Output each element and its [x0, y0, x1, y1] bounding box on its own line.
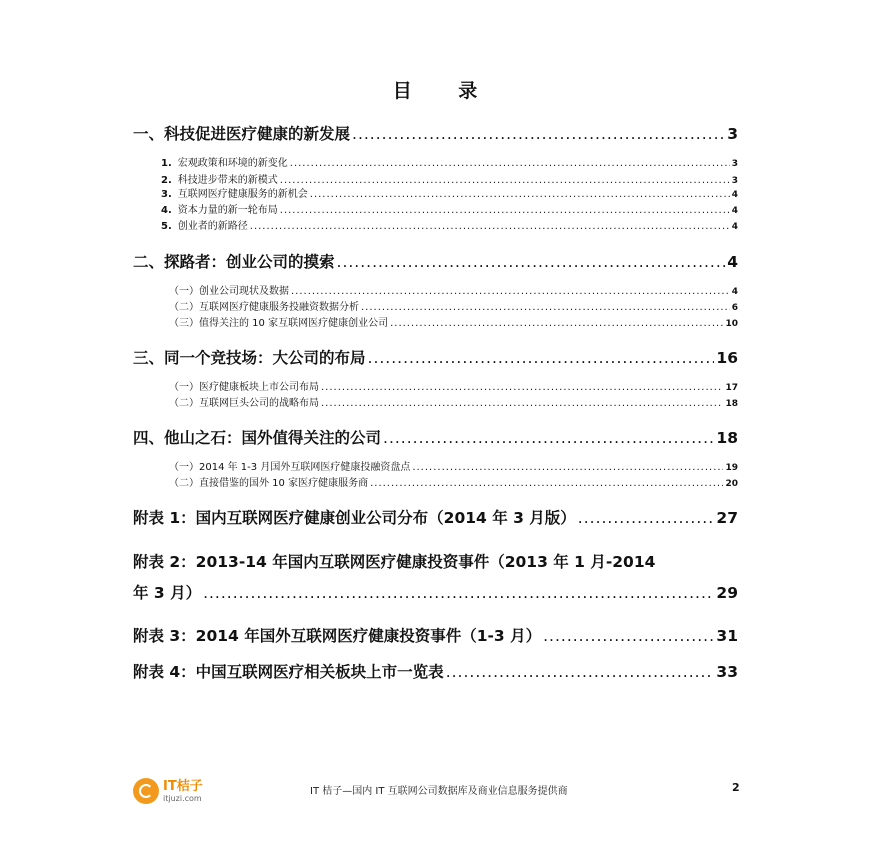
toc-label: 附表 1：国内互联网医疗健康创业公司分布（2014 年 3 月版） — [133, 509, 576, 527]
toc-entry-2-3[interactable] — [133, 314, 738, 329]
toc-entry-1-4[interactable] — [133, 201, 738, 216]
toc-label: （一）创业公司现状及数据 — [169, 286, 289, 297]
toc-entry-2-2[interactable] — [133, 298, 738, 313]
toc-num: 1. — [161, 158, 172, 169]
toc-page: 3 — [731, 176, 738, 186]
toc-label: 附表 4：中国互联网医疗相关板块上市一览表 — [133, 663, 444, 681]
toc-entry-section-1[interactable] — [133, 122, 738, 144]
logo-domain: itjuzi.com — [163, 793, 202, 803]
toc-label: 一、科技促进医疗健康的新发展 — [133, 125, 351, 143]
toc-num: 3. — [161, 189, 172, 200]
leader-dots — [368, 349, 715, 367]
toc-page: 4 — [731, 190, 738, 200]
toc-entry-2-1[interactable] — [133, 282, 738, 297]
leader-dots — [280, 205, 730, 216]
toc-label: 互联网医疗健康服务的新机会 — [177, 189, 308, 200]
logo-name: IT桔子 — [163, 778, 203, 794]
page-title: 目 录 — [392, 80, 498, 102]
orange-logo-icon — [133, 778, 159, 804]
toc-page: 4 — [727, 253, 738, 271]
leader-dots — [578, 509, 715, 527]
toc-page: 3 — [731, 159, 738, 169]
toc-label-cont: 年 3 月） — [133, 584, 202, 602]
toc-page: 27 — [716, 509, 738, 527]
toc-label: 附表 3：2014 年国外互联网医疗健康投资事件（1-3 月） — [133, 627, 542, 645]
toc-entry-section-2[interactable] — [133, 250, 738, 272]
leader-dots — [446, 663, 715, 681]
toc-page: 18 — [725, 399, 738, 409]
toc-label: （一）2014 年 1-3 月国外互联网医疗健康投融资盘点 — [169, 462, 411, 473]
toc-entry-section-3[interactable] — [133, 346, 738, 368]
leader-dots — [321, 382, 723, 393]
leader-dots — [290, 158, 730, 169]
toc-entry-appendix-2-line1[interactable] — [133, 550, 738, 572]
itjuzi-logo[interactable] — [133, 778, 203, 804]
toc-page: 29 — [716, 584, 738, 602]
toc-page: 31 — [716, 627, 738, 645]
toc-label: 附表 2：2013-14 年国内互联网医疗健康投资事件（2013 年 1 月-2014 — [133, 553, 656, 571]
toc-page: 20 — [725, 479, 738, 489]
leader-dots — [361, 302, 730, 313]
toc-entry-appendix-3[interactable] — [133, 624, 738, 646]
toc-label: 宏观政策和环境的新变化 — [177, 158, 288, 169]
page-footer — [0, 776, 870, 806]
leader-dots — [337, 253, 726, 271]
toc-label: 创业者的新路径 — [177, 221, 248, 232]
leader-dots — [383, 429, 714, 447]
toc-entry-1-1[interactable] — [133, 154, 738, 169]
toc-entry-1-5[interactable] — [133, 217, 738, 232]
toc-label: 三、同一个竞技场：大公司的布局 — [133, 349, 366, 367]
toc-label: 科技进步带来的新模式 — [177, 175, 278, 186]
toc-page: 19 — [725, 463, 738, 473]
leader-dots — [291, 286, 730, 297]
toc-entry-1-3[interactable] — [133, 185, 738, 200]
toc-page: 4 — [731, 206, 738, 216]
toc-label: 二、探路者：创业公司的摸索 — [133, 253, 335, 271]
leader-dots — [370, 478, 723, 489]
toc-entry-appendix-2-line2[interactable] — [133, 581, 738, 603]
toc-entry-appendix-4[interactable] — [133, 660, 738, 682]
toc-entry-section-4[interactable] — [133, 426, 738, 448]
leader-dots — [390, 318, 723, 329]
toc-label: （二）互联网巨头公司的战略布局 — [169, 398, 319, 409]
toc-entry-appendix-1[interactable] — [133, 506, 738, 528]
leader-dots — [352, 125, 725, 143]
leader-dots — [321, 398, 723, 409]
leader-dots — [250, 221, 730, 232]
toc-num: 4. — [161, 205, 172, 216]
toc-page: 4 — [731, 222, 738, 232]
toc-label: （一）医疗健康板块上市公司布局 — [169, 382, 319, 393]
leader-dots — [543, 627, 714, 645]
toc-entry-3-1[interactable] — [133, 378, 738, 393]
toc-label: （三）值得关注的 10 家互联网医疗健康创业公司 — [169, 318, 389, 329]
toc-entry-4-1[interactable] — [133, 458, 738, 473]
footer-tagline: IT 桔子—国内 IT 互联网公司数据库及商业信息服务提供商 — [310, 786, 568, 797]
toc-page: 17 — [725, 383, 738, 393]
toc-page: 16 — [716, 349, 738, 367]
toc-page: 10 — [725, 319, 738, 329]
toc-label: 四、他山之石：国外值得关注的公司 — [133, 429, 382, 447]
toc-label: 资本力量的新一轮布局 — [177, 205, 278, 216]
toc-page: 33 — [716, 663, 738, 681]
toc-page: 3 — [727, 125, 738, 143]
toc-entry-1-2[interactable] — [133, 171, 738, 186]
leader-dots — [310, 189, 730, 200]
leader-dots — [412, 462, 723, 473]
toc-entry-4-2[interactable] — [133, 474, 738, 489]
page-number: 2 — [732, 781, 740, 794]
toc-page: 6 — [731, 303, 738, 313]
toc-label: （二）直接借鉴的国外 10 家医疗健康服务商 — [169, 478, 369, 489]
leader-dots — [203, 584, 714, 602]
toc-num: 5. — [161, 221, 172, 232]
toc-page: 4 — [731, 287, 738, 297]
toc-entry-3-2[interactable] — [133, 394, 738, 409]
toc-num: 2. — [161, 175, 172, 186]
toc-page: 18 — [716, 429, 738, 447]
toc-label: （二）互联网医疗健康服务投融资数据分析 — [169, 302, 359, 313]
